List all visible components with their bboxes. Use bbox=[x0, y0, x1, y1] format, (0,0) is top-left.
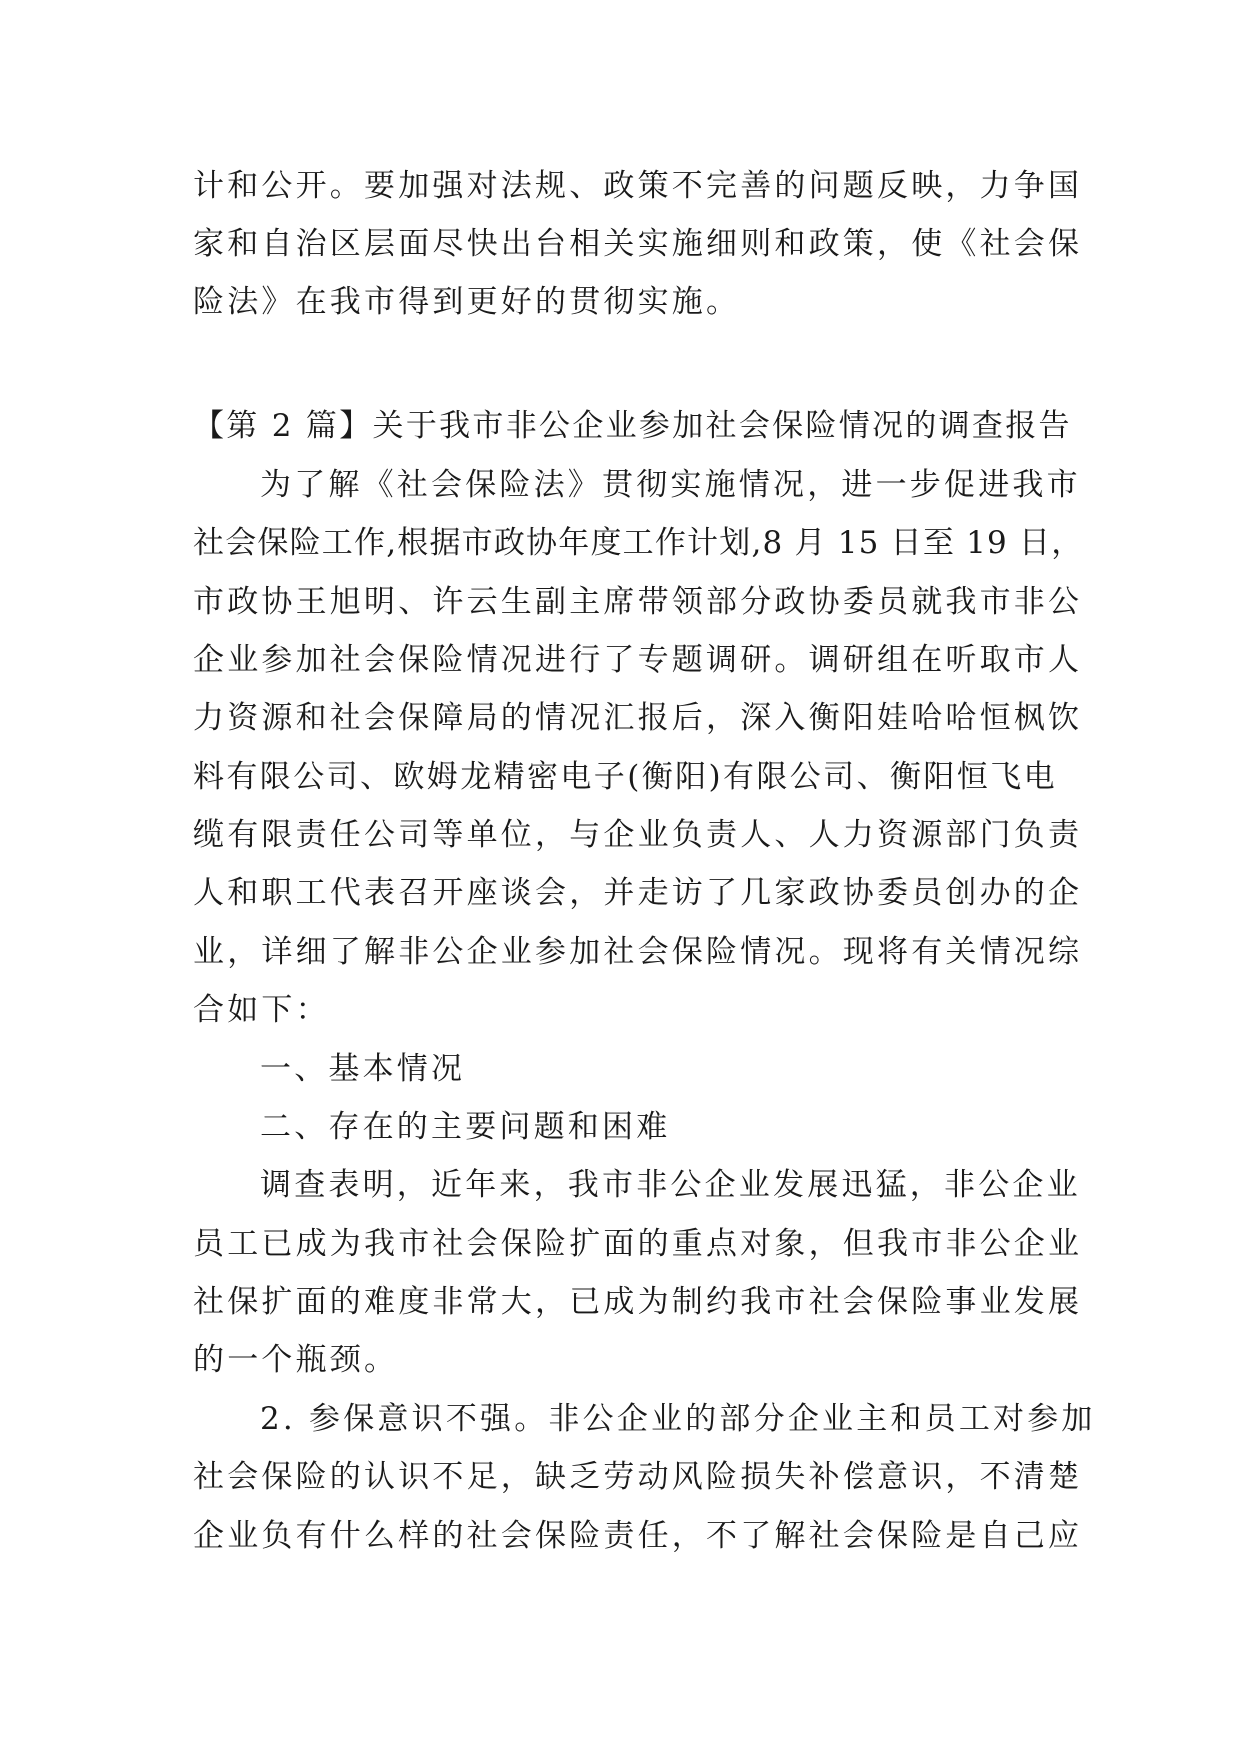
text-line: 计和公开。要加强对法规、政策不完善的问题反映，力争国 bbox=[193, 168, 1083, 204]
text-line: 力资源和社会保障局的情况汇报后，深入衡阳娃哈哈恒枫饮 bbox=[193, 700, 1083, 736]
text-line: 企业参加社会保险情况进行了专题调研。调研组在听取市人 bbox=[193, 642, 1083, 678]
text-line: 料有限公司、欧姆龙精密电子(衡阳)有限公司、衡阳恒飞电 bbox=[193, 759, 1057, 795]
text-line: 为了解《社会保险法》贯彻实施情况，进一步促进我市 bbox=[260, 467, 1081, 503]
text-line: 家和自治区层面尽快出台相关实施细则和政策，使《社会保 bbox=[193, 226, 1083, 262]
article-title: 【第 2 篇】关于我市非公企业参加社会保险情况的调查报告 bbox=[193, 408, 1072, 444]
text-line: 业，详细了解非公企业参加社会保险情况。现将有关情况综 bbox=[193, 934, 1083, 970]
text-line: 合如下： bbox=[193, 992, 330, 1028]
section-heading-basic: 一、基本情况 bbox=[260, 1051, 466, 1087]
text-line: 企业负有什么样的社会保险责任，不了解社会保险是自己应 bbox=[193, 1518, 1083, 1554]
text-line: 缆有限责任公司等单位，与企业负责人、人力资源部门负责 bbox=[193, 817, 1083, 853]
text-line: 市政协王旭明、许云生副主席带领部分政协委员就我市非公 bbox=[193, 584, 1083, 620]
text-line: 人和职工代表召开座谈会，并走访了几家政协委员创办的企 bbox=[193, 875, 1083, 911]
text-line: 员工已成为我市社会保险扩面的重点对象，但我市非公企业 bbox=[193, 1226, 1083, 1262]
text-line: 调查表明，近年来，我市非公企业发展迅猛，非公企业 bbox=[260, 1167, 1081, 1203]
text-line: 的一个瓶颈。 bbox=[193, 1342, 399, 1378]
text-line: 社保扩面的难度非常大，已成为制约我市社会保险事业发展 bbox=[193, 1284, 1083, 1320]
text-line: 社会保险的认识不足，缺乏劳动风险损失补偿意识，不清楚 bbox=[193, 1459, 1083, 1495]
section-heading-problems: 二、存在的主要问题和困难 bbox=[260, 1109, 671, 1145]
text-line: 险法》在我市得到更好的贯彻实施。 bbox=[193, 284, 741, 320]
text-line: 2. 参保意识不强。非公企业的部分企业主和员工对参加 bbox=[260, 1401, 1096, 1437]
text-line: 社会保险工作,根据市政协年度工作计划,8 月 15 日至 19 日， bbox=[193, 525, 1084, 561]
